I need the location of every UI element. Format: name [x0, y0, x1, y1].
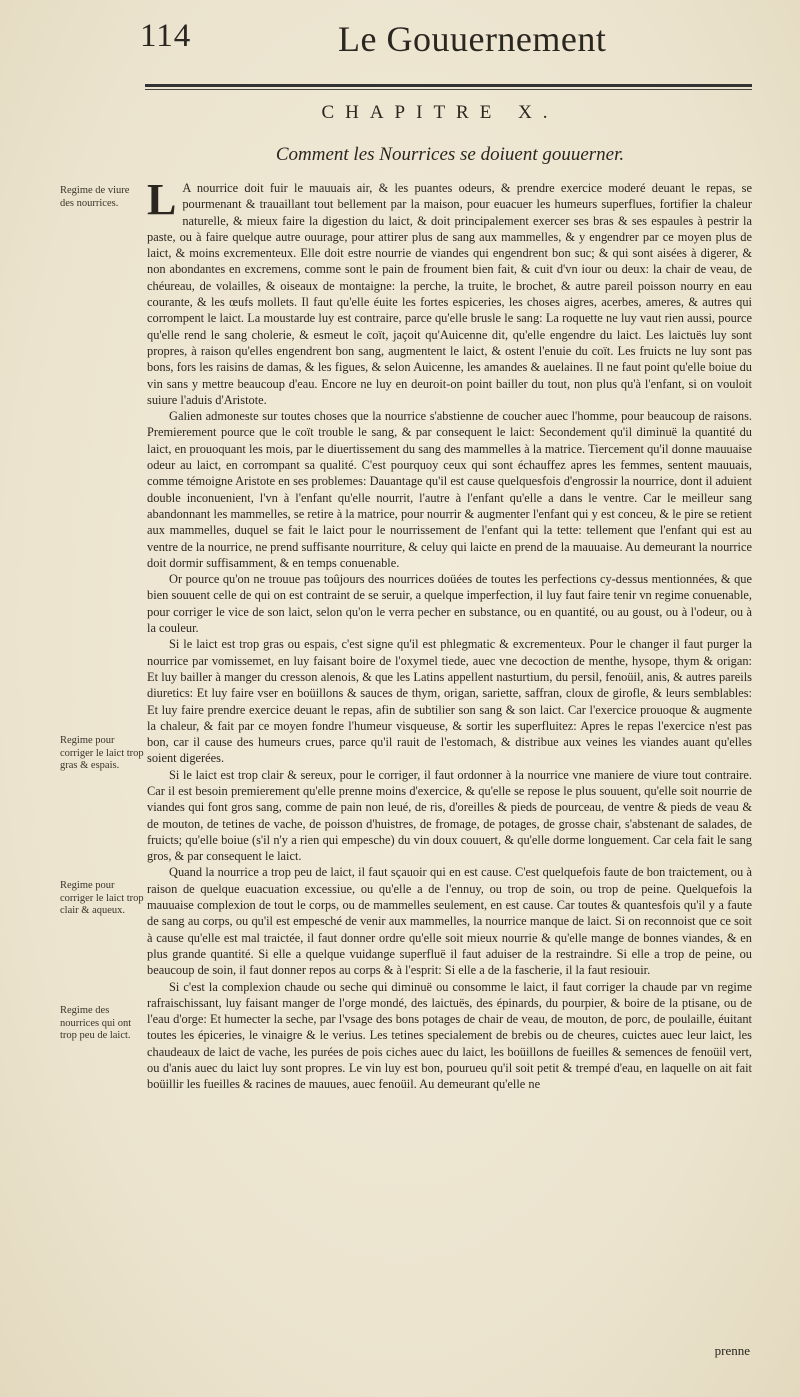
chapter-title: Comment les Nourrices se doiuent gouuerner. [275, 144, 625, 165]
paragraph: Or pource qu'on ne trouue pas toûjours des nourrices doüées de toutes les perfections cy-dessus mentionnées, & que bien souuent celle de qui on est contraint de se seruir, a quelque imperfection, il luy faut faire tenir vn regime conuenable, pour corriger le vice de son laict, selon qu'on le verra pecher en substance, ou en quantité, ou au goust, ou à l'odeur, ou à la couleur. [147, 572, 752, 636]
paragraph: Si le laict est trop clair & sereux, pour le corriger, il faut ordonner à la nourrice vne maniere de viure tout contraire. Car il est besoin premierement qu'elle prenne moins d'exercice, & qu'elle se repose le plus souuent, qu'elle soit nourrie de viandes qui font gros sang, comme de pain non leué, de ris, d'oreilles & pieds de pourceau, de ventre & pieds de veau & de mouton, de tetines de vache, de poisson d'huistres, de fromage, de potages, de grosse chair, s'abstenant de salades, de fruicts; qu'elle boiue (s'il n'y a rien qui empesche) du vin doux couuert, & qu'elle dorme longuement. Car cela fait le sang gros, & par consequent le laict. [147, 767, 752, 864]
catchword: prenne [714, 1343, 750, 1358]
running-title: Le Gouuernement [338, 19, 607, 59]
paragraph: Si le laict est trop gras ou espais, c'est signe qu'il est phlegmatic & excrementeux. Pour le changer il faut purger la nourrice par vomissemet, en luy faisant boire de l'oxymel tiede, auec vne decoction de menthe, hysope, thym & origan: Et luy bailler à manger du cresson alenois, & que les Latins appellent nasturtium, du persil, fenoüil, anis, & autres pareils diuretics: Et luy faire vser en boüillons & sauces de thym, origan, sariette, saffran, cloux de girofle, & leurs semblables: Et luy faire prendre exercice deuant le repas, afin de subtilier son sang & son laict. Car l'exercice prouoque & augmente la chaleur, & fait par ce moyen fondre l'humeur visqueuse, & sortir les superfluitez: Apres le repas l'exercice n'est pas bon, car il cause des humeurs crues, parce qu'il rauit de l'estomach, & distribue aux veines les viandes auant qu'elles soient digerées. [147, 637, 752, 766]
paragraph: Galien admoneste sur toutes choses que la nourrice s'abstienne de coucher auec l'homme, pour beaucoup de raisons. Premierement pource que le coït trouble le sang, & par consequent le laict: Secondement qu'il diminuë la quantité du laict, en prouoquant les mois, par le diuertissement du sang des mammelles à la matrice. Tiercement qu'il donne mauuaise odeur au laict, en corrompant sa qualité. C'est pourquoy ceux qui sont échauffez apres les femmes, sentent mauuais, comme témoigne Aristote en ses problemes: Dauantage qu'il est cause quelquesfois d'engrossir la nourrice, dont il aduient double inconuenient, l'vn à l'enfant qu'elle nourrit, l'autre à l'enfant qu'elle a dans le ventre. Car le meilleur sang abandonnant les mammelles, se retire à la matrice, pour nourrir & augmenter l'enfant qui y est conceu, & le pire se retient aux mammelles, duquel se fait le laict pour le nourrissement de l'enfant qui la tette: tellement que l'enfant qui est au ventre de la nourrice, ne prend suffisante nourriture, & celuy qui laicte en prend de la mauuaise. Au demeurant la nourrice doit dormir suffisamment, & en temps conuenable. [147, 409, 752, 570]
paragraph: Si c'est la complexion chaude ou seche qui diminuë ou consomme le laict, il faut corriger la chaude par vn regime rafraischissant, luy faisant manger de l'orge mondé, des laictuës, des épinards, du pourpier, & boire de la ptisane, ou de l'eau d'orge: Et humecter la seche, par l'vsage des bons potages de chair de veau, de mouton, de porc, de poulaille, éuitant toutes les épiceries, le vinaigre & le verius. Les tetines specialement de brebis ou de cheures, cuictes auec leur laict, les chaudeaux de laict de vache, les purées de pois ciches auec du laict, les boüillons de fueilles & semences de fenoüil vert, ou d'anis auec du laict luy sont propres. Le vin luy est bon, pourueu qu'il soit petit & trempé d'eau, en laquelle on ait fait boüillir les fueilles & racines de mauues, auec fenoüil. Au demeurant qu'elle ne [147, 979, 752, 1092]
margin-note: Regime des nourrices qui ont trop peu de laict. [60, 1005, 132, 1041]
header-rule-thick [145, 84, 752, 87]
margin-note: Regime de viure des nourrices. [60, 185, 130, 209]
page-header [140, 18, 760, 66]
paragraph [147, 175, 752, 408]
body-text [147, 175, 752, 1093]
margin-note: Regime pour corriger le laict trop clair & aqueux. [60, 880, 144, 916]
page-number: 114 [140, 18, 192, 54]
paragraph: Quand la nourrice a trop peu de laict, il faut sçauoir qui en est cause. C'est quelquefois faute de bon traictement, ou à raison de quelque euacuation excessiue, ou qu'elle a de l'ennuy, ou trop de soin, ou trop de peine. Quelquefois la mauuaise complexion de tout le corps, ou de mammelles seulement, en est cause. Car toutes & quantesfois qu'il y a faute de sang au corps, ou qu'il est empesché de venir aux mammelles, la nourrice manque de laict. Si on reconnoist que ce soit à cause qu'elle est mal traictée, il faut donner ordre qu'elle soit mieux nourrie & qu'elle mange de bonnes viandes, & en plus grande quantité. Si elle a quelque vuidange superfluë il faut aduiser de la restraindre. Si elle a trop de peine, ou beaucoup de soin, il faut donner repos au corps & à l'esprit: Si elle a de la fascherie, il la faut resiouir. [147, 865, 752, 978]
drop-capital: L [147, 175, 177, 224]
header-rule-thin [145, 89, 752, 90]
chapter-heading: CHAPITRE X. [321, 102, 559, 123]
margin-note: Regime pour corriger le laict trop gras & espais. [60, 735, 144, 771]
paragraph-text: A nourrice doit fuir le mauuais air, & les puantes odeurs, & prendre exercice moderé deuant le repas, se pourmenant & trauaillant tout bellement par la maison, pour euacuer les humeurs superflues, fortifier la chaleur naturelle, & mieux faire la digestion du laict, & doit principalement exercer ses bras & ses espaules à pestrir la paste, ou à faire quelque autre ouurage, pour attirer plus de sang aux mammelles, & y engendrer par ce moyen plus de laict, & moins excrementeux. Elle doit estre nourrie de viandes qui engendrent bon suc; & qui sont aisées à digerer, & non abondantes en excremens, comme sont le pain de froument bien fait, & cuit d'vn iour ou deux: la chair de veau, de chéureau, de volailles, & oiseaux de montaigne: la perche, la truite, le brochet, & autre pareil poisson nourry en eau courante, & les œufs mollets. Il faut qu'elle éuite les fortes espiceries, les choses aigres, acerbes, ameres, & autres qui corrompent le laict. La moustarde luy est contraire, parce qu'elle brusle le sang: La roquette ne luy vaut rien aussi, pource qu'elle rend le sang cholerie, & esmeut le coït, jaçoit qu'Auicenne dit, qu'elle engendre du laict. Les laictuës luy sont propres, à raison qu'elles engendrent bon sang, augmentent le laict, & ostent l'enuie du coït. Les fruicts ne luy sont pas bons, fors les raisins de damas, & les figues, & selon Auicenne, les amandes & auelaines. Il ne faut point qu'elle boiue du vin sans y mettre beaucoup d'eau. Encore ne luy en deuroit-on point bailler du tout, non plus qu'à l'enfant, si on vouloit suiure l'aduis d'Aristote. [147, 181, 752, 407]
